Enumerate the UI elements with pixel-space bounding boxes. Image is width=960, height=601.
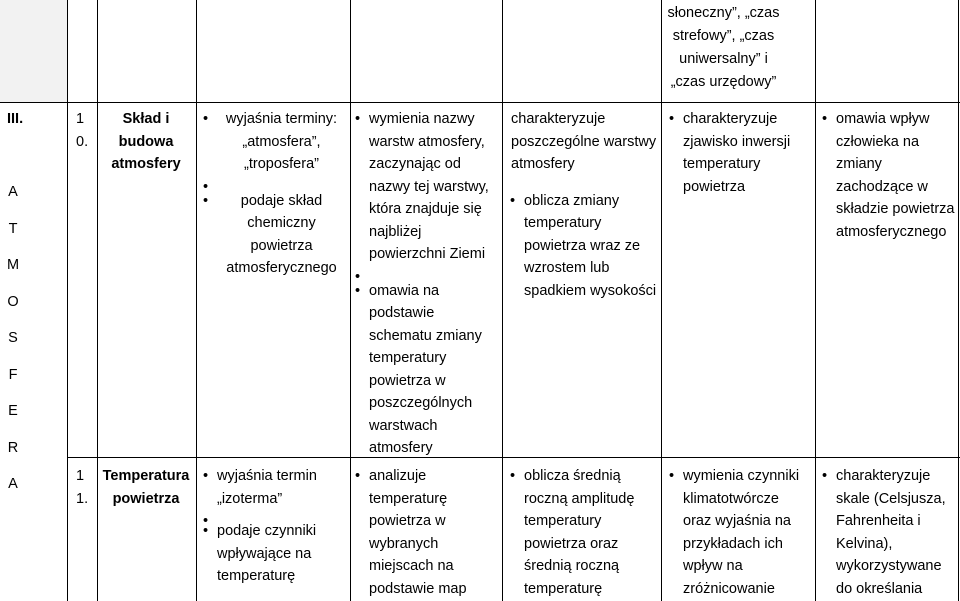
requirements-col2 <box>352 465 498 600</box>
lesson-number-b: 0. <box>76 133 89 150</box>
requirement-item: • wymienia czynniki klimatotwórcze oraz wyjaśnia na przykładach ich wpływ na zróżnicowanie <box>666 465 810 600</box>
top-row-last-col: słoneczny”, „czas strefowy”, „czas uniwersalny” i „czas urzędowy” <box>667 5 780 90</box>
grid-line <box>0 102 960 103</box>
requirements-col1 <box>200 465 346 588</box>
requirement-item: • omawia wpływ człowieka na zmiany zachodzące w składzie powietrza atmosferycznego <box>819 108 959 243</box>
grid-line <box>67 457 960 458</box>
section-letter: M <box>6 257 20 273</box>
requirement-item: • wyjaśnia termin „izoterma” <box>200 465 346 510</box>
requirement-item: • oblicza zmiany temperatury powietrza wraz ze wzrostem lub spadkiem wysokości <box>507 190 657 303</box>
section-letter: E <box>8 403 18 419</box>
shaded-cell <box>0 0 67 102</box>
requirements-col1 <box>200 108 346 280</box>
spacer <box>200 176 346 190</box>
requirements-col5 <box>819 465 959 600</box>
requirement-item: • oblicza średnią roczną amplitudę temperatury powietrza oraz średnią roczną temperaturę <box>507 465 657 600</box>
grid-line <box>67 0 68 601</box>
section-letter: A <box>8 184 18 200</box>
section-letter: S <box>8 330 18 346</box>
section-letter: T <box>8 220 18 237</box>
requirement-item: • omawia na podstawie schematu zmiany temperatury powietrza w poszczególnych warstwach atmosfery <box>352 280 498 460</box>
grid-line <box>196 0 197 601</box>
requirement-item: • charakteryzuje zjawisko inwersji temperatury powietrza <box>666 108 810 198</box>
requirements-col4 <box>666 465 810 600</box>
lesson-number-b: 1. <box>76 490 89 507</box>
grid-line <box>350 0 351 601</box>
requirements-col2 <box>352 108 498 460</box>
section-letter: F <box>8 366 18 383</box>
lesson-number-a: 1 <box>76 111 85 127</box>
requirements-col4 <box>666 108 810 198</box>
section-roman: III. <box>7 111 24 127</box>
requirement-item: • podaje czynniki wpływające na temperaturę <box>200 520 346 588</box>
requirements-col3 <box>507 108 657 302</box>
grid-line <box>97 0 98 601</box>
requirement-item: • wymienia nazwy warstw atmosfery, zaczynając od nazwy tej warstwy, która znajduje się najbliżej powierzchni Ziemi <box>352 108 498 266</box>
section-letter: A <box>8 476 18 492</box>
spacer <box>352 266 498 280</box>
requirement-item: • wyjaśnia terminy: „atmosfera”, „troposfera” <box>200 108 346 176</box>
lesson-topic: Temperatura powietrza <box>102 468 190 507</box>
requirement-item: charakteryzuje poszczególne warstwy atmosfery <box>511 111 657 172</box>
lesson-number <box>76 465 96 510</box>
lesson-topic: Skład i budowa atmosfery <box>111 111 181 172</box>
grid-line <box>815 0 816 601</box>
grid-line <box>502 0 503 601</box>
lesson-number-a: 1 <box>76 468 85 484</box>
requirement-item: • charakteryzuje skale (Celsjusza, Fahrenheita i Kelvina), wykorzystywane do określania <box>819 465 959 600</box>
requirements-col3 <box>507 465 657 600</box>
lesson-number <box>76 108 96 153</box>
section-letter: R <box>7 439 19 456</box>
spacer <box>200 510 346 520</box>
requirement-item: • podaje skład chemiczny powietrza atmosferycznego <box>200 190 346 280</box>
section-letter: O <box>7 293 19 310</box>
requirements-col5 <box>819 108 959 243</box>
requirement-item: • analizuje temperaturę powietrza w wybranych miejscach na podstawie map <box>352 465 498 600</box>
section-vertical-letters <box>4 181 22 510</box>
